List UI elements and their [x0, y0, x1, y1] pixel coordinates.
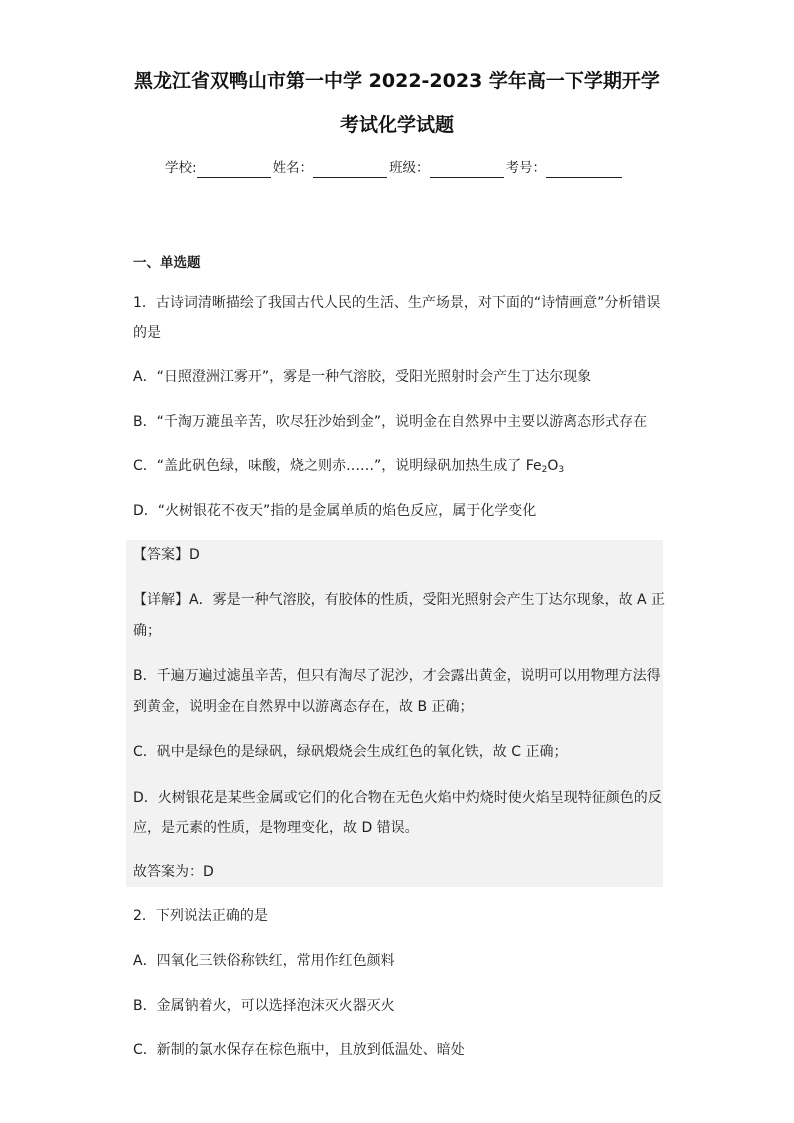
q1-detail-c: C．矾中是绿色的是绿矾，绿矾煅烧会生成红色的氧化铁，故 C 正确； — [133, 744, 568, 760]
q2-stem: 2．下列说法正确的是 — [133, 908, 268, 924]
formula-element: O — [547, 458, 559, 474]
q1-stem-line-2: 的是 — [133, 325, 161, 341]
q1-detail-a-line-2: 确； — [133, 623, 161, 639]
document-title-line-1: 黑龙江省双鸭山市第一中学 2022-2023 学年高一下学期开学 — [134, 70, 660, 92]
formula-subscript: 2 — [541, 465, 548, 475]
name-blank — [313, 161, 387, 178]
q1-stem-line-1: 1．古诗词清晰描绘了我国古代人民的生活、生产场景，对下面的“诗情画意”分析错误 — [133, 295, 661, 311]
q1-conclusion: 故答案为：D — [133, 864, 214, 880]
q1-option-a: A．“日照澄洲江雾开”，雾是一种气溶胶，受阳光照射时会产生丁达尔现象 — [133, 369, 592, 385]
q1-answer: 【答案】D — [133, 547, 200, 563]
q1-detail-b-line-1: B．千遍万遍过滤虽辛苦，但只有淘尽了泥沙，才会露出黄金，说明可以用物理方法得 — [133, 668, 661, 684]
exam-number-label: 考号： — [505, 160, 547, 176]
student-info-row — [165, 158, 624, 178]
q1-option-d: D．“火树银花不夜天”指的是金属单质的焰色反应，属于化学变化 — [133, 503, 537, 519]
q1-detail-b-line-2: 到黄金，说明金在自然界中以游离态存在，故 B 正确； — [133, 699, 474, 715]
q2-option-a: A．四氧化三铁俗称铁红，常用作红色颜料 — [133, 953, 395, 969]
exam-number-blank — [546, 161, 622, 178]
q1-option-c-text: C．“盖此矾色绿，味酸，烧之则赤……”，说明绿矾加热生成了 Fe — [133, 458, 542, 474]
q1-detail-d-line-1: D．火树银花是某些金属或它们的化合物在无色火焰中灼烧时使火焰呈现特征颜色的反 — [133, 790, 662, 806]
name-label: 姓名： — [272, 160, 314, 176]
class-label: 班级： — [389, 160, 430, 176]
document-title-line-2: 考试化学试题 — [339, 114, 454, 136]
q2-option-b: B．金属钠着火，可以选择泡沫灭火器灭火 — [133, 998, 395, 1014]
q1-detail-d-line-2: 应，是元素的性质，是物理变化，故 D 错误。 — [133, 820, 419, 836]
class-blank — [430, 161, 504, 178]
school-blank — [197, 161, 271, 178]
q2-option-c: C．新制的氯水保存在棕色瓶中，且放到低温处、暗处 — [133, 1042, 465, 1058]
school-label: 学校: — [165, 160, 197, 176]
q1-detail-a-line-1: 【详解】A．雾是一种气溶胶，有胶体的性质，受阳光照射会产生丁达尔现象，故 A 正 — [133, 592, 666, 608]
formula-subscript: 3 — [558, 465, 565, 475]
q1-option-b: B．“千淘万漉虽辛苦，吹尽狂沙始到金”，说明金在自然界中主要以游离态形式存在 — [133, 414, 648, 430]
q1-option-c — [133, 456, 564, 480]
section-title: 一、单选题 — [133, 255, 201, 271]
